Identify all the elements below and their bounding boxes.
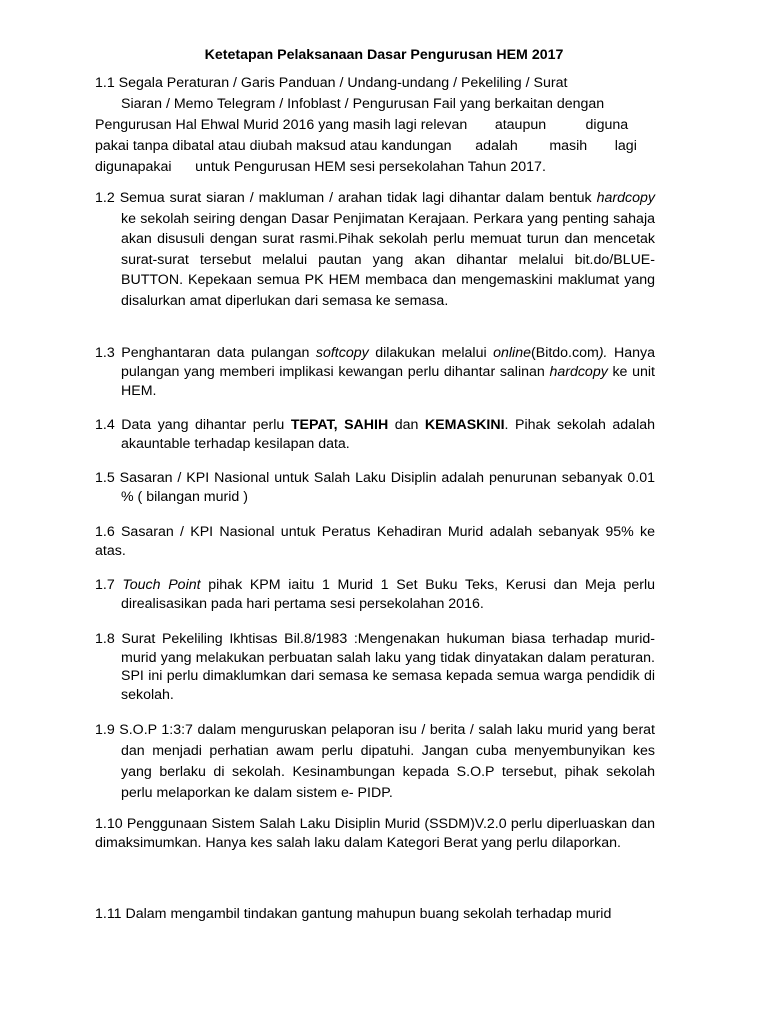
paragraph-1-2 — [95, 188, 655, 312]
paragraph-1-8 — [95, 630, 655, 704]
paragraph-1-3-text-g: Hanya pulangan yang memberi implikasi kewangan perlu dihantar salinan — [121, 345, 655, 380]
paragraph-1-9-text: 1.9 S.O.P 1:3:7 dalam menguruskan pelaporan isu / berita / salah laku murid yang berat dan menjadi perhatian awam perlu dipatuhi. Jangan cuba menyembunyikan kes yang berlaku di sekolah. Kesinambungan kepada S.O.P tersebut, pihak sekolah perlu melaporkan ke dalam sistem e- PIDP. — [95, 722, 655, 801]
paragraph-1-5-text: 1.5 Sasaran / KPI Nasional untuk Salah Laku Disiplin adalah penurunan sebanyak 0.01 % ( bilangan murid ) — [95, 470, 655, 505]
paragraph-1-3 — [95, 344, 655, 401]
paragraph-1-1-line-4: pakai tanpa dibatal atau diubah maksud atau kandungan adalah masih lagi — [95, 138, 637, 154]
paragraph-1-4-text-a: 1.4 Data yang dihantar perlu — [95, 417, 291, 433]
paragraph-1-10 — [95, 815, 655, 853]
paragraph-1-4-text-c: dan — [388, 417, 425, 433]
paragraph-1-3-italic-online: online — [493, 345, 531, 361]
paragraph-1-4-text-e: . Pihak sekolah adalah akauntable terhadap kesilapan data. — [121, 417, 656, 452]
paragraph-1-5 — [95, 469, 655, 507]
paragraph-1-3-italic-close: ). — [598, 345, 608, 361]
paragraph-1-4 — [95, 416, 655, 454]
paragraph-1-2-text-c: ke sekolah seiring dengan Dasar Penjimatan Kerajaan. Perkara yang penting sahaja akan disusuli dengan surat rasmi.Pihak sekolah perlu memuat turun dan mencetak surat-surat tersebut melalui pautan yang akan dihantar melalui bit.do/BLUE-BUTTON. Kepekaan semua PK HEM membaca dan mengemaskini maklumat yang disalurkan amat diperlukan dari semasa ke semasa. — [121, 210, 655, 309]
paragraph-1-11-text: 1.11 Dalam mengambil tindakan gantung mahupun buang sekolah terhadap murid — [95, 906, 612, 922]
document-title: Ketetapan Pelaksanaan Dasar Pengurusan HEM 2017 — [204, 47, 564, 63]
paragraph-1-7-text-a: 1.7 — [95, 577, 123, 593]
paragraph-1-9 — [95, 720, 655, 804]
paragraph-1-10-text: 1.10 Penggunaan Sistem Salah Laku Disiplin Murid (SSDM)V.2.0 perlu diperluaskan dan dimaksimumkan. Hanya kes salah laku dalam Kategori Berat yang perlu dilaporkan. — [95, 816, 655, 851]
paragraph-1-6 — [95, 523, 655, 561]
paragraph-1-4-bold-tepat-sahih: TEPAT, SAHIH — [290, 417, 389, 433]
paragraph-1-1 — [95, 73, 655, 178]
paragraph-1-8-text: 1.8 Surat Pekeliling Ikhtisas Bil.8/1983 :Mengenakan hukuman biasa terhadap murid-murid yang melakukan perbuatan salah laku yang tidak dinyatakan dalam peraturan. SPI ini perlu dimaklumkan dari semasa ke semasa kepada semua warga pendidik di sekolah. — [95, 631, 655, 703]
paragraph-1-6-text: 1.6 Sasaran / KPI Nasional untuk Peratus Kehadiran Murid adalah sebanyak 95% ke atas. — [95, 524, 655, 559]
paragraph-1-3-italic-softcopy: softcopy — [315, 345, 369, 361]
paragraph-1-1-line-3: Pengurusan Hal Ehwal Murid 2016 yang masih lagi relevan ataupun diguna — [95, 117, 629, 133]
paragraph-1-1-line-2: Siaran / Memo Telegram / Infoblast / Pengurusan Fail yang berkaitan dengan — [121, 96, 605, 112]
paragraph-1-7-text-c: pihak KPM iaitu 1 Murid 1 Set Buku Teks, Kerusi dan Meja perlu direalisasikan pada hari pertama sesi persekolahan 2016. — [121, 577, 655, 612]
paragraph-1-3-text-i: ke unit HEM. — [121, 364, 655, 399]
paragraph-1-11 — [95, 905, 655, 924]
paragraph-1-1-line-1: 1.1 Segala Peraturan / Garis Panduan / Undang-undang / Pekeliling / Surat — [95, 75, 568, 91]
paragraph-1-1-line-5: digunapakai untuk Pengurusan HEM sesi persekolahan Tahun 2017. — [95, 159, 546, 175]
paragraph-1-7 — [95, 576, 655, 614]
paragraph-1-3-text-e: (Bitdo.com — [531, 345, 599, 361]
paragraph-1-3-italic-hardcopy: hardcopy — [549, 364, 608, 380]
paragraph-1-2-text-a: 1.2 Semua surat siaran / makluman / arahan tidak lagi dihantar dalam bentuk — [95, 190, 592, 206]
paragraph-1-4-bold-kemaskini: KEMASKINI — [424, 417, 505, 433]
paragraph-1-3-text-a: 1.3 Penghantaran data pulangan — [95, 345, 316, 361]
paragraph-1-2-italic-hardcopy: hardcopy — [596, 190, 655, 206]
paragraph-1-7-italic-touch-point: Touch Point — [122, 577, 201, 593]
paragraph-1-3-text-c: dilakukan melalui — [368, 345, 494, 361]
